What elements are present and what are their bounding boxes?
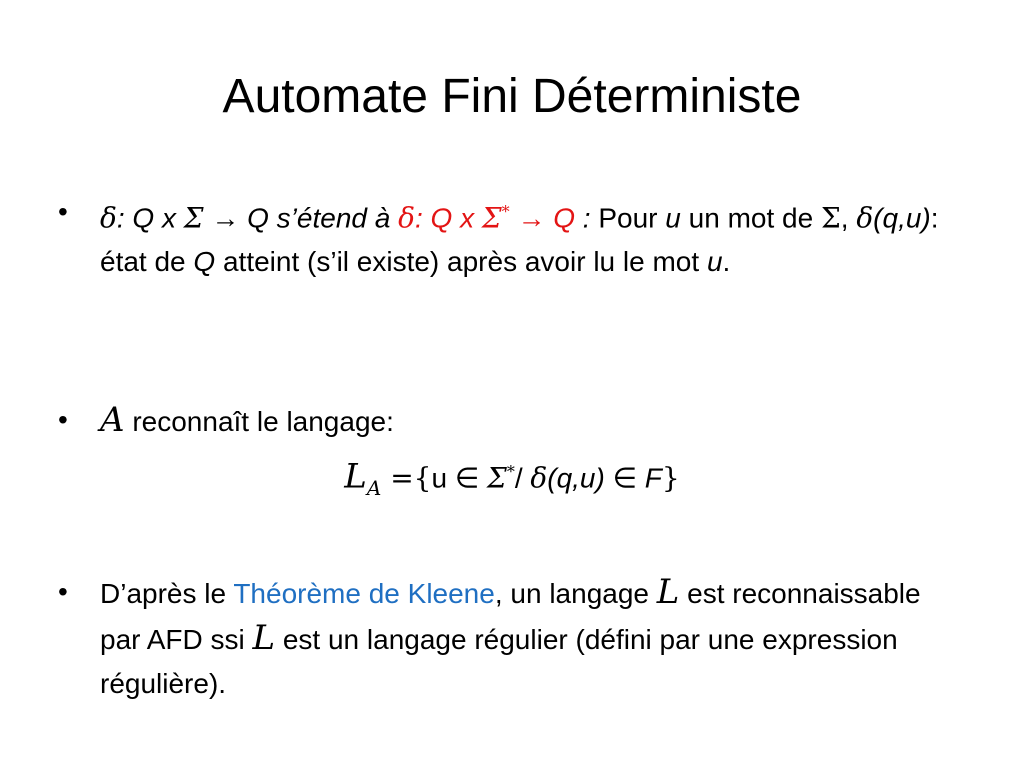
text-segment: D’après le	[100, 578, 234, 609]
sigma-symbol-red: Σ	[481, 201, 502, 235]
q-set: Q	[193, 246, 216, 278]
bullet-automaton-recognizes	[58, 398, 958, 444]
sigma-symbol: Σ	[820, 201, 841, 235]
u-element: u	[431, 462, 455, 494]
q-set: Q	[247, 202, 269, 234]
bullet-dot: •	[58, 404, 68, 435]
arrow: →	[203, 202, 248, 234]
text-segment: .	[722, 246, 731, 278]
language-symbol: L	[656, 572, 680, 612]
u-variable: u	[706, 246, 723, 278]
bullet-transition-extension	[58, 190, 958, 284]
text-segment: Pour	[590, 202, 666, 234]
arrow-red: →	[509, 202, 554, 234]
signature-part-red: : Q x	[414, 202, 482, 234]
colon: :	[575, 202, 591, 234]
element-of: ∈	[454, 462, 488, 494]
bullet-dot: •	[58, 576, 68, 607]
language-formula	[0, 450, 1024, 502]
u-variable: u	[665, 202, 681, 234]
delta-symbol-red: δ	[398, 201, 415, 235]
kleene-star-red: *	[501, 202, 510, 221]
text-segment: reconnaît le langage:	[124, 406, 394, 437]
bullet-kleene-theorem	[58, 570, 958, 706]
slash: /	[514, 462, 531, 494]
delta-condition: (q,u) ∈ F	[547, 462, 662, 494]
text-segment: est un langage régulier (défini par une expression régulière).	[100, 624, 898, 699]
bullet-text	[100, 190, 958, 284]
text-segment: un mot de	[680, 202, 821, 234]
text-segment: , un langage	[494, 578, 657, 609]
delta-args: (q,u)	[873, 202, 931, 234]
bullet-dot: •	[58, 196, 68, 227]
delta-symbol: δ	[100, 201, 117, 235]
bullet-text	[100, 570, 958, 706]
delta-symbol: δ	[530, 461, 548, 495]
text-segment: est reconnaissable par AFD ssi	[100, 578, 921, 655]
text-segment: ,	[840, 202, 857, 234]
q-set-red: Q	[553, 202, 576, 234]
kleene-theorem-link[interactable]: Théorème de Kleene	[233, 578, 495, 609]
slide-title: Automate Fini Déterministe	[222, 70, 802, 123]
automaton-symbol: A	[100, 400, 125, 440]
language-symbol: L	[252, 618, 276, 658]
language-symbol: L	[344, 456, 367, 497]
extends-text: s’étend à	[268, 202, 399, 234]
sigma-symbol: Σ	[487, 461, 507, 495]
equals-brace: ={	[381, 461, 432, 495]
kleene-star: *	[506, 462, 515, 481]
bullet-text	[100, 398, 958, 444]
text-segment: atteint (s’il existe) après avoir lu le mot	[215, 246, 707, 278]
sigma-symbol: Σ	[183, 201, 204, 235]
signature-part: : Q x	[116, 202, 184, 234]
text-segment: : état de	[100, 202, 939, 278]
automaton-subscript: A	[366, 476, 382, 501]
delta-symbol: δ	[856, 201, 874, 235]
close-brace: }	[661, 461, 680, 495]
